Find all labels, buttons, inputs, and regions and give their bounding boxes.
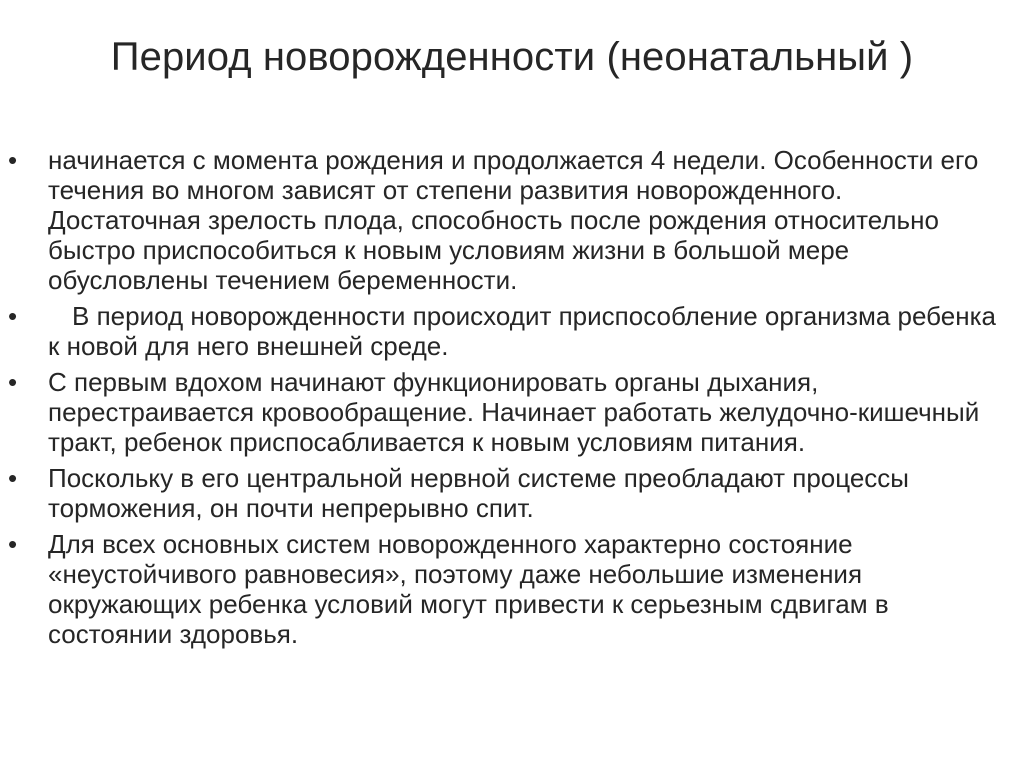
bullet-dot-icon: • (8, 367, 18, 397)
bullet-item (0, 463, 1024, 523)
bullet-text: С первым вдохом начинают функционировать органы дыхания, перестраивается кровообращение. Начинает работать желудочно-кишечный тракт, ребенок приспосабливается к новым условиям питания. (48, 367, 980, 457)
bullet-item (0, 529, 1024, 649)
bullet-text: Поскольку в его центральной нервной системе преобладают процессы торможения, он почти непрерывно спит. (48, 463, 909, 523)
bullet-dot-icon: • (8, 463, 18, 493)
bullet-dot-icon: • (8, 145, 18, 175)
bullet-item (0, 301, 1024, 361)
bullet-dot-icon: • (8, 529, 18, 559)
bullet-dot-icon: • (8, 301, 18, 331)
bullet-text: Для всех основных систем новорожденного характерно состояние «неустойчивого равновесия», поэтому даже небольшие изменения окружающих ребенка условий могут привести к серьезным сдвигам в состоянии здоровья. (48, 529, 889, 649)
bullet-text: начинается с момента рождения и продолжается 4 недели. Особенности его течения во многом зависят от степени развития новорожденного. Достаточная зрелость плода, способность после рождения относительно быстро приспособиться к новым условиям жизни в большой мере обусловлены течением беременности. (48, 145, 979, 295)
bullet-item (0, 367, 1024, 457)
bullet-text: В период новорожденности происходит приспособление организма ребенка к новой для него внешней среде. (48, 301, 996, 361)
bullet-item (0, 145, 1024, 295)
bullet-list (0, 145, 1024, 655)
slide-title: Период новорожденности (неонатальный ) (110, 35, 914, 79)
